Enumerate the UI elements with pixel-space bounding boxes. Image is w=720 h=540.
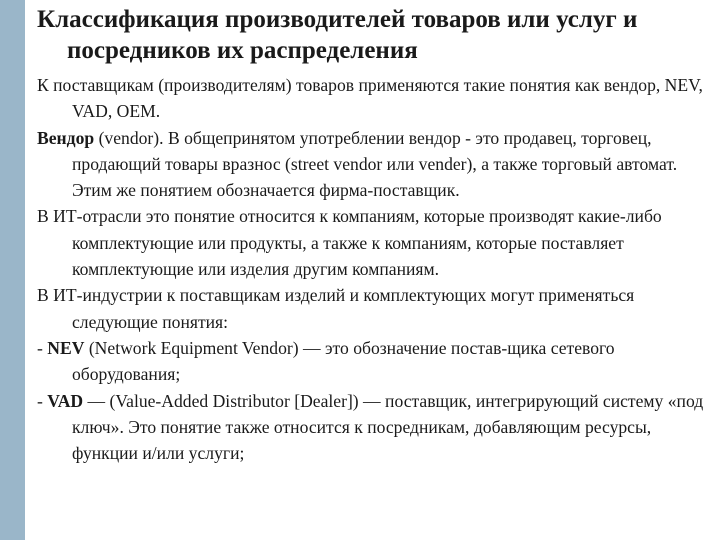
it-industry-paragraph: В ИТ-индустрии к поставщикам изделий и комплектующих могут применяться следующие понятия: (37, 285, 635, 332)
intro-paragraph: К поставщикам (производителям) товаров применяются такие понятия как вендор, NEV, VAD, OEM. (37, 75, 703, 122)
decorative-side-bar (0, 0, 25, 540)
it-sector-paragraph: В ИТ-отрасли это понятие относится к компаниям, которые производят какие-либо комплектующие или продукты, а также к компаниям, которые поставляет комплектующие или изделия другим компаниям. (37, 206, 662, 280)
vendor-definition: (vendor). В общепринятом употреблении вендор - это продавец, торговец, продающий товары вразнос (street vendor или vender), а также торговый автомат. Этим же понятием обозначается фирма-поставщик. (72, 127, 678, 201)
nev-list-item (37, 335, 715, 388)
vendor-term: Вендор (37, 127, 95, 148)
slide-content (37, 4, 715, 466)
vad-term: VAD (47, 390, 84, 411)
vad-list-item (37, 388, 715, 467)
nev-definition: (Network Equipment Vendor) — это обозначение постав-щика сетевого оборудования; (72, 337, 615, 385)
nev-term: NEV (47, 337, 85, 358)
vad-definition: — (Value-Added Distributor [Dealer]) — поставщик, интегрирующий систему «под ключ». Это понятие также относится к посредникам, добавляющим ресурсы, функции и/или услуги; (72, 390, 704, 464)
nev-bullet: - (37, 337, 48, 358)
vendor-paragraph (37, 125, 715, 204)
vad-bullet: - (37, 390, 48, 411)
slide-title: Классификация производителей товаров или услуг и посредников их распределения (37, 6, 638, 64)
